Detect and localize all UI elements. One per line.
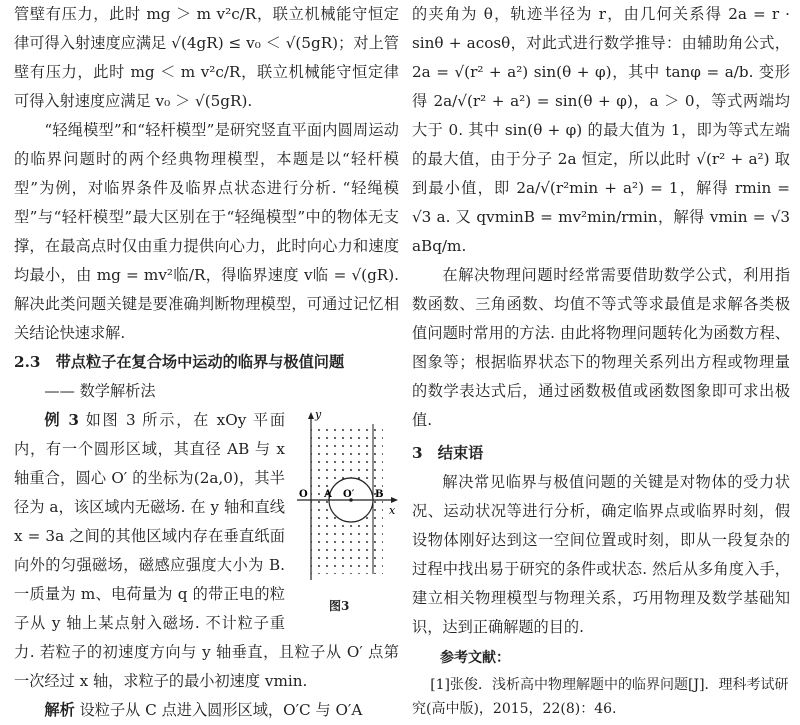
y-axis-label: y — [315, 410, 322, 421]
figure-3 — [291, 410, 399, 620]
right-paragraph-1: 的夹角为 θ，轨迹半径为 r，由几何关系得 2a = r · sinθ + acosθ，对此式进行数学推导：由辅助角公式，2a = √(r² + a²) sin(θ + φ)，其中 tanφ = a/b. 变形得 2a/√(r² + a²) = sin(θ + φ)，a ＞ 0，等式两端均大于 0. 其中 sin(θ + φ) 的最大值为 1，即为等式左端的最大值，由于分子 2a 恒定，所以此时 √(r² + a²) 取到最小值，即 2a/√(r²min + a²) = 1，解得 rmin = √3 a. 又 qvminB = mv²min/rmin，解得 vmin = √3 aBq/m. — [412, 5, 790, 255]
figure-caption: 图3 — [329, 599, 350, 613]
x-axis-arrow — [391, 497, 398, 503]
label-O: O — [299, 489, 308, 500]
right-column — [412, 0, 790, 721]
right-paragraph-2: 在解决物理问题时经常需要借助数学公式，利用指数函数、三角函数、均值不等式等求最值是求解各类极值问题时常用的方法. 由此将物理问题转化为函数方程、图象等；根据临界状态下的物理关系列出方程或物理量的数学表达式后，通过函数极值或函数图象即可求出极值. — [412, 266, 790, 429]
references-title: 参考文献： — [440, 650, 510, 666]
analysis — [14, 696, 399, 725]
example-label: 例 3 — [44, 411, 79, 429]
section-title: 2.3 带点粒子在复合场中运动的临界与极值问题 — [14, 353, 345, 371]
figure-3-diagram — [291, 410, 399, 590]
analysis-text: 设粒子从 C 点进入圆形区域，O′C 与 O′A — [79, 701, 363, 719]
left-paragraph-1: 管壁有压力，此时 mg ＞ m v²c/R，联立机械能守恒定律可得入射速度应满足 √(4gR) ≤ v₀ ＜ √(5gR)；对上管壁有压力，此时 mg ＜ m v²c/R，联立机械能守恒定律可得入射速度应满足 v₀ ＞ √(5gR). — [14, 5, 399, 110]
section-heading-3: 3 结束语 — [412, 444, 484, 462]
left-column — [14, 0, 399, 725]
section-heading-2-3 — [14, 348, 399, 377]
right-paragraph-3: 解决常见临界与极值问题的关键是对物体的受力状况、运动状况等进行分析，确定临界点或临界时刻，假设物体刚好达到这一空间位置或时刻，即从一段复杂的过程中找出易于研究的条件或状态. 然后从多角度入手，建立相关物理模型与物理关系，巧用物理及数学基础知识，达到正确解题的目的. — [412, 473, 790, 636]
label-O-prime: O′ — [343, 489, 355, 500]
analysis-label: 解析 — [44, 701, 75, 719]
label-B: B — [375, 489, 384, 500]
left-paragraph-2: “轻绳模型”和“轻杆模型”是研究竖直平面内圆周运动的临界问题时的两个经典物理模型，本题是以“轻杆模型”为例，对临界条件及临界点状态进行分析. “轻绳模型”与“轻杆模型”最大区别在于“轻绳模型”中的物体无支撑，在最高点时仅由重力提供向心力，此时向心力和速度均最小，由 mg = mv²临/R，得临界速度 v临 = √(gR). 解决此类问题关键是要准确判断物理模型，可通过记忆相关结论快速求解. — [14, 121, 399, 342]
x-axis-label: x — [389, 504, 396, 517]
y-axis-arrow — [308, 412, 314, 419]
reference-1: [1]张俊．浅析高中物理解题中的临界问题[J]．理科考试研究(高中版)，2015，22(8)：46. — [412, 677, 789, 717]
section-subtitle: —— 数学解析法 — [44, 382, 156, 400]
example-text: 如图 3 所示，在 xOy 平面内，有一个圆形区域，其直径 AB 与 x 轴重合，圆心 O′ 的坐标为(2a,0)，其半径为 a，该区域内无磁场. 在 y 轴和直线 x = 3a 之间的其他区域内存在垂直纸面向外的匀强磁场，磁感应强度大小为 B. 一质量为 m、电荷量为 q 的带正电的粒子从 y 轴上某点射入磁场. 不计粒子重力. 若粒子的初速度方向与 y 轴垂直，且粒子从 O′ 点第一次经过 x 轴，求粒子的最小初速度 vmin. — [14, 411, 399, 690]
label-A: A — [324, 489, 332, 500]
